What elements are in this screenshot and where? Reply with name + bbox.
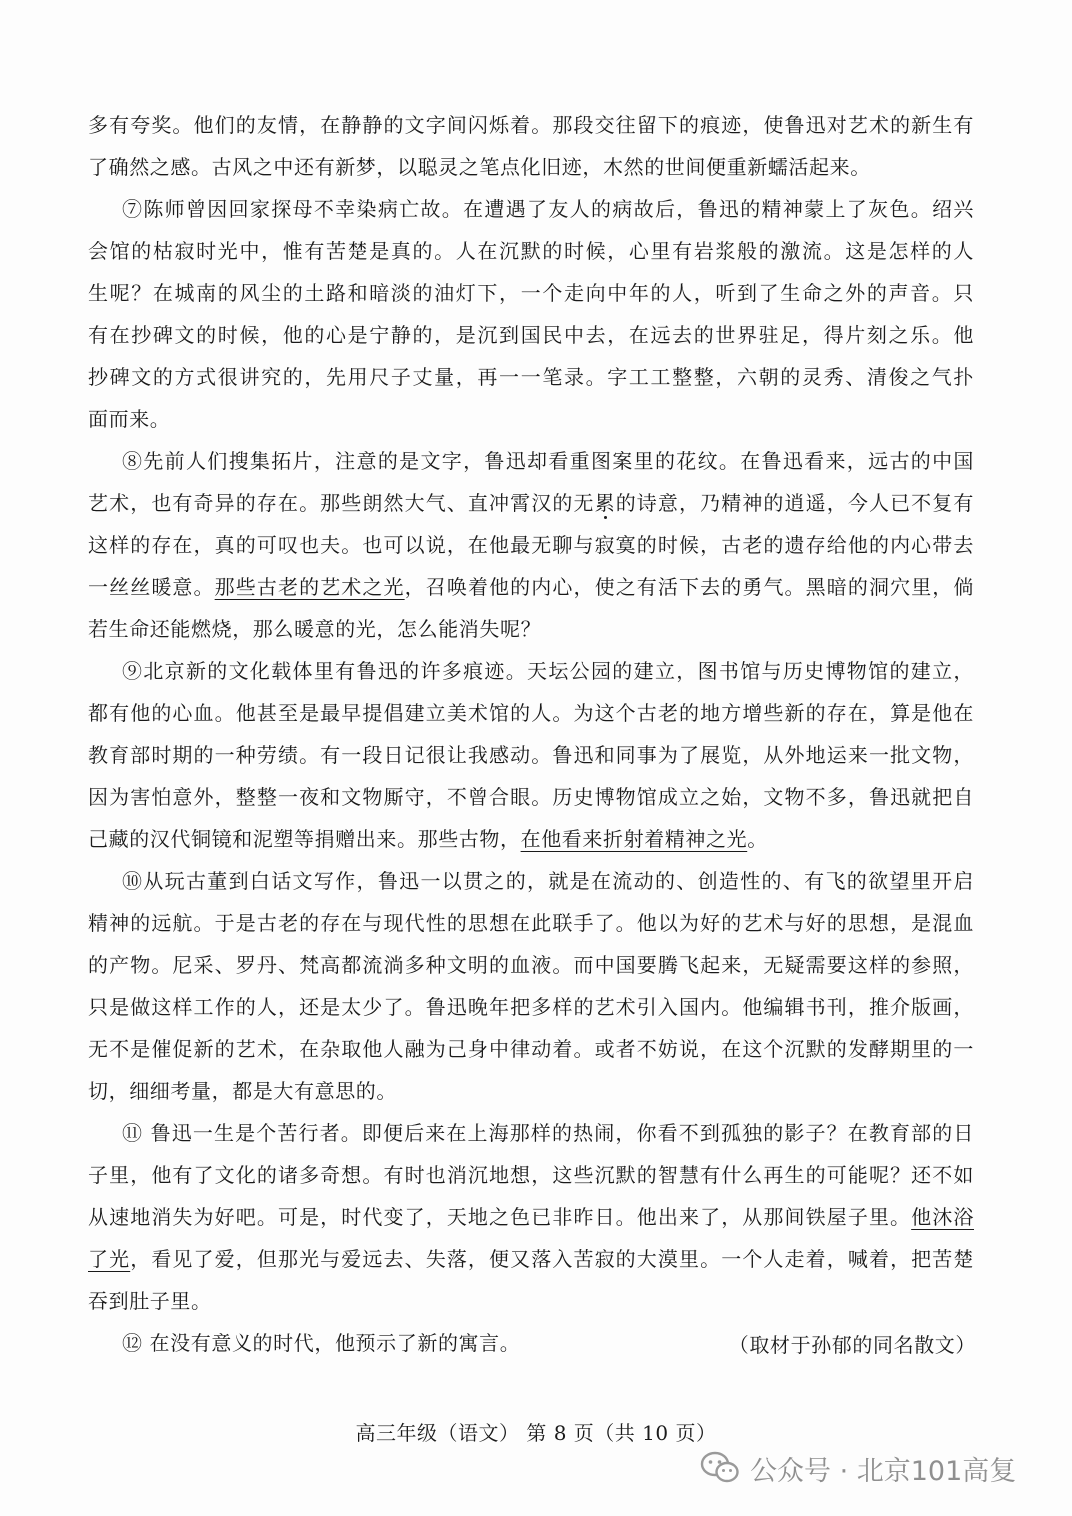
text-line: 切，细细考量，都是大有意思的。 [88,1079,397,1103]
emphasis-dot-char: 累 [594,491,616,515]
watermark [700,1446,1016,1490]
underlined-phrase: 了光 [88,1247,131,1271]
paragraph-9-start: ⑨北京新的文化载体里有鲁迅的许多痕迹。天坛公园的建立，图书馆与历史博物馆的建立， [122,659,974,683]
underlined-phrase: 在他看来折射着精神之光 [520,827,748,851]
wechat-icon [700,1451,740,1485]
text-line: 都有他的心血。他甚至是最早提倡建立美术馆的人。为这个古老的地方增些新的存在，算是他在 [88,701,974,725]
text-line: 会馆的枯寂时光中，惟有苦楚是真的。人在沉默的时候，心里有岩浆般的激流。这是怎样的人 [88,239,974,263]
source-citation: （取材于孙郁的同名散文） [728,1333,976,1357]
text-line: 因为害怕意外，整整一夜和文物厮守，不曾合眼。历史博物馆成立之始，文物不多，鲁迅就把自 [88,785,974,809]
text-line: 一丝丝暖意。那些古老的艺术之光，召唤着他的内心，使之有活下去的勇气。黑暗的洞穴里，倘 [88,575,975,599]
text-line: 抄碑文的方式很讲究的，先用尺子丈量，再一一笔录。字工工整整，六朝的灵秀、清俊之气扑 [88,365,974,389]
text-line: 子里，他有了文化的诸多奇想。有时也消沉地想，这些沉默的智慧有什么再生的可能呢？还不如 [88,1163,974,1187]
page-footer: 高三年级（语文） 第 8 页（共 10 页） [355,1421,717,1445]
text-line: 了确然之感。古风之中还有新梦，以聪灵之笔点化旧迹，木然的世间便重新蠕活起来。 [88,155,871,179]
text-line: 只是做这样工作的人，还是太少了。鲁迅晚年把多样的艺术引入国内。他编辑书刊，推介版画， [88,995,974,1019]
text-line: 吞到肚子里。 [88,1289,212,1313]
text-line: 生呢？在城南的风尘的土路和暗淡的油灯下，一个走向中年的人，听到了生命之外的声音。只 [88,281,974,305]
text-line: 这样的存在，真的可叹也夫。也可以说，在他最无聊与寂寞的时候，古老的遗存给他的内心带去 [88,533,974,557]
text-line: 教育部时期的一种劳绩。有一段日记很让我感动。鲁迅和同事为了展览，从外地运来一批文物， [88,743,974,767]
paragraph-8-start: ⑧先前人们搜集拓片，注意的是文字，鲁迅却看重图案里的花纹。在鲁迅看来，远古的中国 [122,449,974,473]
underlined-phrase: 那些古老的艺术之光 [214,575,405,599]
text-line: 精神的远航。于是古老的存在与现代性的思想在此联手了。他以为好的艺术与好的思想，是混血 [88,911,974,935]
text-line: 己藏的汉代铜镜和泥塑等捐赠出来。那些古物，在他看来折射着精神之光。 [88,827,768,851]
text-line: 无不是催促新的艺术，在杂取他人融为己身中律动着。或者不妨说，在这个沉默的发酵期里的一 [88,1037,974,1061]
paragraph-7-start: ⑦陈师曾因回家探母不幸染病亡故。在遭遇了友人的病故后，鲁迅的精神蒙上了灰色。绍兴 [122,197,974,221]
underlined-phrase: 他沐浴 [911,1205,974,1229]
text-line: 从速地消失为好吧。可是，时代变了，天地之色已非昨日。他出来了，从那间铁屋子里。他沐浴 [88,1205,974,1229]
text-line: 若生命还能燃烧，那么暖意的光，怎么能消失呢？ [88,617,542,641]
text-line: 艺术，也有奇异的存在。那些朗然大气、直冲霄汉的无累的诗意，乃精神的逍遥，今人已不复有 [88,491,974,515]
paragraph-12: ⑫ 在没有意义的时代，他预示了新的寓言。 [122,1331,521,1355]
text-line: 的产物。尼采、罗丹、梵高都流淌多种文明的血液。而中国要腾飞起来，无疑需要这样的参照， [88,953,974,977]
paragraph-11-start: ⑪ 鲁迅一生是个苦行者。即便后来在上海那样的热闹，你看不到孤独的影子？在教育部的日 [122,1121,974,1145]
text-line: 了光，看见了爱，但那光与爱远去、失落，便又落入苦寂的大漠里。一个人走着，喊着，把苦楚 [88,1247,975,1271]
text-line: 多有夸奖。他们的友情，在静静的文字间闪烁着。那段交往留下的痕迹，使鲁迅对艺术的新生有 [88,113,974,137]
text-line: 有在抄碑文的时候，他的心是宁静的，是沉到国民中去，在远去的世界驻足，得片刻之乐。他 [88,323,974,347]
text-line: 面而来。 [88,407,171,431]
watermark-text: 公众号 · 北京101高复 [750,1455,1017,1487]
paragraph-10-start: ⑩从玩古董到白话文写作，鲁迅一以贯之的，就是在流动的、创造性的、有飞的欲望里开启 [122,869,974,893]
